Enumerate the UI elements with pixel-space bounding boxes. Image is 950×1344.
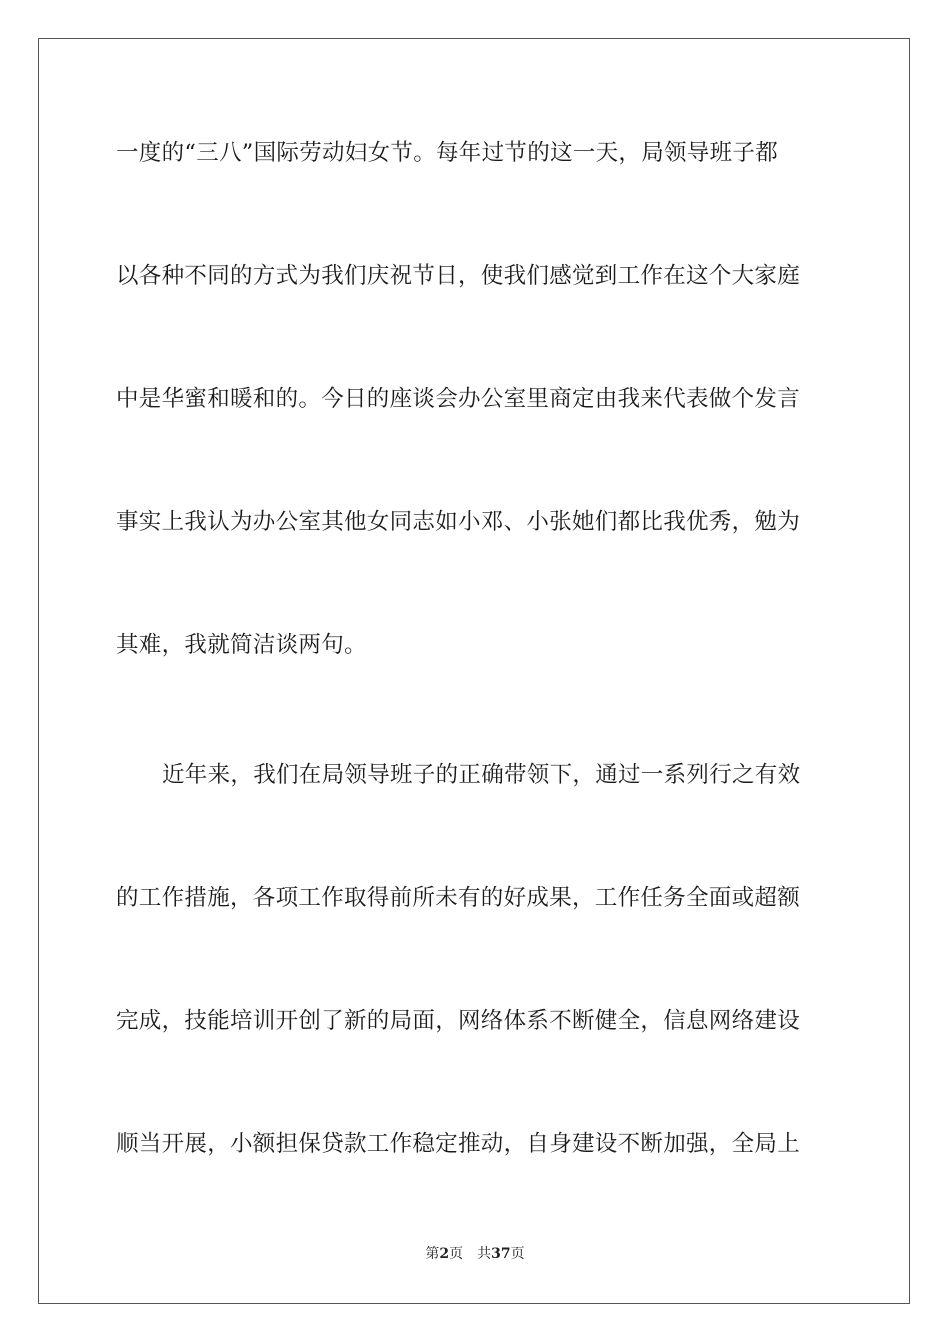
page-number: 2 <box>439 1246 450 1262</box>
text-line: 中是华蜜和暖和的。今日的座谈会办公室里商定由我来代表做个发言 <box>116 386 801 412</box>
text-line: 完成，技能培训开创了新的局面，网络体系不断健全，信息网络建设 <box>116 1008 801 1034</box>
text-line: 其难，我就简洁谈两句。 <box>116 632 367 658</box>
total-prefix: 共 <box>477 1246 492 1262</box>
text-line: 顺当开展，小额担保贷款工作稳定推动，自身建设不断加强，全局上 <box>116 1131 801 1157</box>
page-footer <box>0 1245 950 1263</box>
text-line: 的工作措施，各项工作取得前所未有的好成果，工作任务全面或超额 <box>116 885 801 911</box>
page-prefix: 第 <box>425 1246 440 1262</box>
page-border <box>38 38 910 1304</box>
text-line: 一度的“三八”国际劳动妇女节。每年过节的这一天，局领导班子都 <box>116 140 779 166</box>
paragraph-first-line: 近年来，我们在局领导班子的正确带领下，通过一系列行之有效 <box>162 762 801 788</box>
page-suffix: 页 <box>449 1246 464 1262</box>
text-line: 事实上我认为办公室其他女同志如小邓、小张她们都比我优秀，勉为 <box>116 509 801 535</box>
total-suffix: 页 <box>510 1246 525 1262</box>
total-pages: 37 <box>491 1246 511 1262</box>
text-line: 以各种不同的方式为我们庆祝节日，使我们感觉到工作在这个大家庭 <box>116 263 801 289</box>
